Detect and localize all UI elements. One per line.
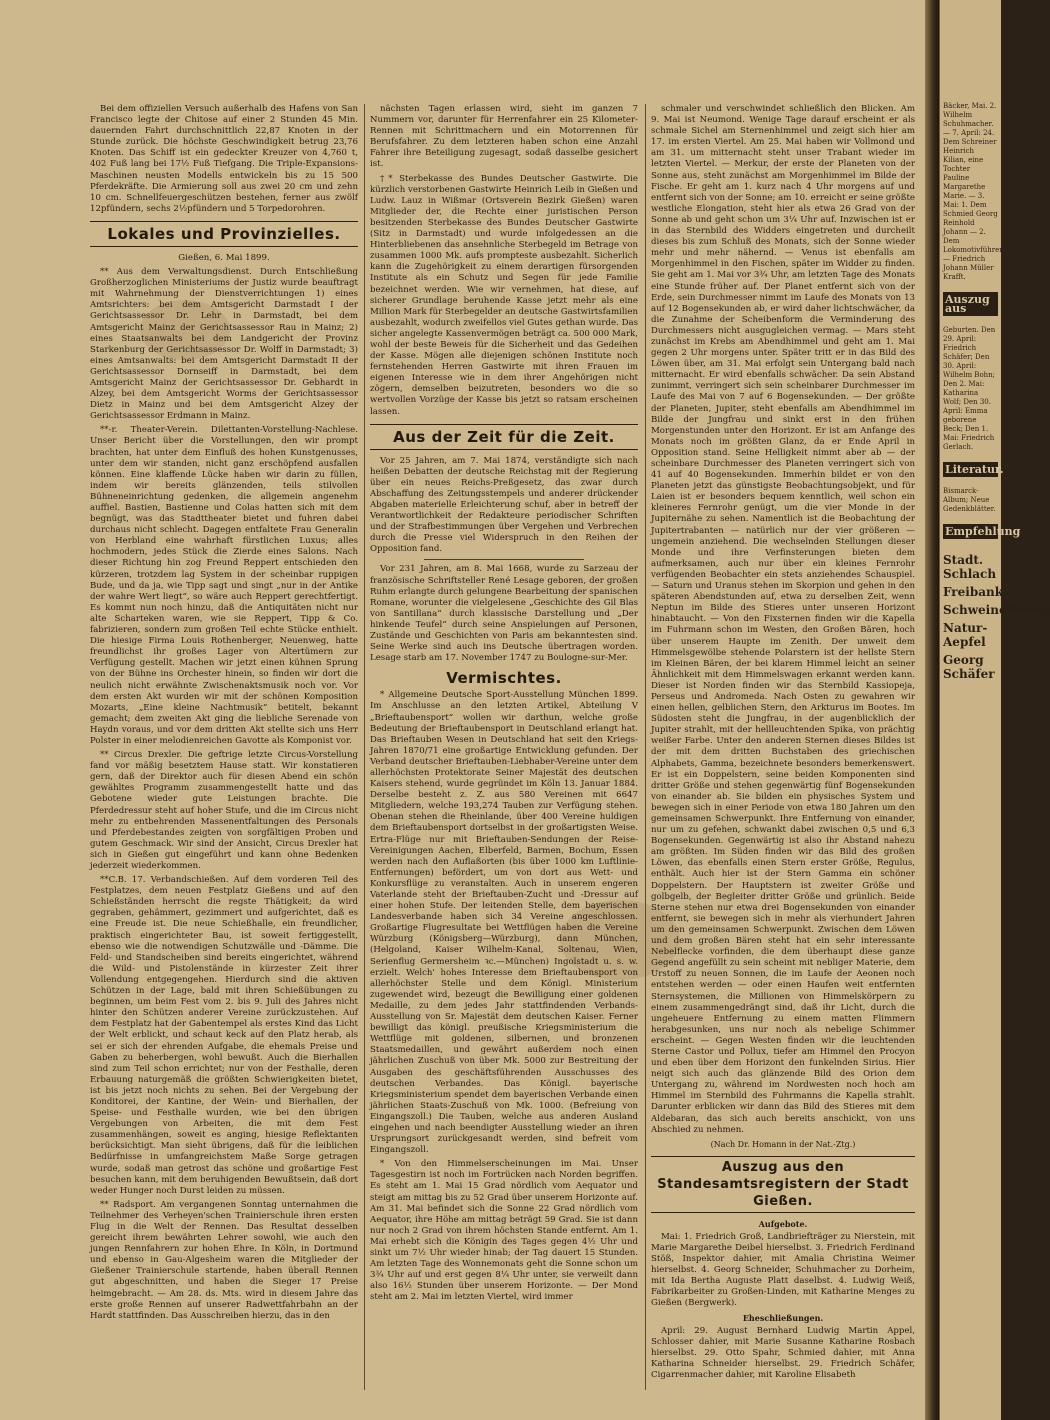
subheading-eheschliessungen: Eheschließungen.	[742, 1312, 824, 1323]
article-radsport-continued: nächsten Tagen erlassen wird, sieht im ganzen 7 Nummern vor, darunter für Herrenfahrer ein 25 Kilometer-Rennen mit Schrittmachern und ein Motorrennen für Berufsfahrer. Zu dem letzteren haben schon eine Anzahl Fahrer ihre Beteiligung zugesagt, sodaß dasselbe gesichert ist.	[370, 104, 638, 170]
adjacent-ad-text: Schweinefleisch	[943, 603, 1050, 617]
adjacent-heading: Empfehlung	[945, 525, 1021, 538]
source-note: (Nach Dr. Homann in der Nat.-Ztg.)	[710, 1139, 856, 1149]
article-vor-25-jahren: Vor 25 Jahren, am 7. Mai 1874, verständigte sich nach heißen Debatten der deutsche Reichstag mit der Regierung über ein neues Reichs-Preßgesetz, das zwar durch Abschaffung des Zeitungsstempels und anderer drückender Abgaben materielle Erleichterung schuf, aber in betreff der Verantwortlichkeit der Redakteure periodischer Schriften und der Strafbestimmungen über Vergehen und Verbrechen durch die Presse viel Widerspruch in den Reihen der Opposition fand.	[370, 455, 638, 555]
adjacent-text: Geburten. Den 29. April: Friedrich Schäfer; Den 30. April: Wilhelm Bohn; Den 2. Mai: Katharina Wolf; Den 30. April: Emma geborene Beck; Den 1. Mai: Friedrich Gerlach.	[943, 326, 996, 451]
adjacent-ad-text: Natur-Aepfel	[943, 621, 988, 649]
adjacent-ad-text: Stadt. Schlach	[943, 553, 997, 581]
article-intro: Bei dem offiziellen Versuch außerhalb des Hafens von San Francisco legte der Chitose auf einer 2 Stunden 45 Min. dauernden Fahrt durchschnittlich 22,87 Knoten in der Stunde zurück. Die höchste Geschwindigkeit betrug 23,76 Knoten. Das Schiff ist ein gedeckter Kreuzer von 4,760 t, 402 Fuß lang bei 17½ Fuß Tiefgang. Die Triple-Expansions-Maschinen neusten Modells entwickeln bis zu 15 500 Pferdekräfte. Die Armierung soll aus zwei 20 cm und zehn 10 cm. Schnellfeuergeschützen bestehen, ferner aus zwölf 12pfündern, sechs 2½pfündern und 5 Torpedorohren.	[90, 104, 358, 214]
column-3	[651, 104, 915, 1390]
article-himmelserscheinungen: * Von den Himmelserscheinungen im Mai. Unser Tagesgestirn ist noch im Fortrücken nach Norden begriffen. Es steht am 1. Mai 15 Grad nördlich vom Aequator und steigt am mittag bis zu 52 Grad über unserem Horizonte auf. Am 31. Mai befindet sich die Sonne 22 Grad nördlich vom Aequator, ihre Höhe am mittag beträgt 59 Grad. Sie ist dann nur noch 2 Grad von ihrem höchsten Stande entfernt. Am 1. Mai erhebt sich die Königin des Tages gegen 4½ Uhr und sinkt um 7½ Uhr wieder hinab; der Tag dauert 15 Stunden. Am letzten Tage des Wonnemonats geht die Sonne schon um 3¾ Uhr auf und erst gegen 8¼ Uhr unter, sie verweilt dann also 16½ Stunden über unserem Horizonte. — Der Mond steht am 2. Mai im letzten Viertel, wird immer	[370, 1159, 638, 1303]
divider	[424, 559, 585, 560]
subheading-aufgebote: Aufgebote.	[758, 1218, 808, 1229]
article-radsport: ** Radsport. Am vergangenen Sonntag unternahmen die Teilnehmer des Verheyen'schen Trainierschule ihren ersten Flug in die Welt der Rennen. Das Resultat desselben gereicht ihrem bewährten Lehrer sowohl, wie auch den jungen Rennfahrern zur hohen Ehre. In Köln, in Dortmund und ebenso in Gau-Algesheim waren die Mitglieder der Gießener Trainierschule startende, haben überall Rennen gut abgeschnitten, und haben die Sieger 17 Preise heimgebracht. — Am 28. ds. Mts. wird in diesem Jahre das erste große Rennen auf unserer Radwettfahrbahn an der Hardt stattfinden. Das Ausschreiben hierzu, das in den	[90, 1199, 358, 1321]
adjacent-ad-text: Georg Schäfer	[943, 653, 995, 681]
adjacent-heading: Literatur.	[945, 463, 1004, 476]
section-heading-zeit: Aus der Zeit für die Zeit.	[370, 424, 638, 450]
column-1	[90, 104, 358, 1390]
book-gutter	[925, 0, 939, 1420]
article-sterbekasse: †* Sterbekasse des Bundes Deutscher Gastwirte. Die kürzlich verstorbenen Gastwirte Heinrich Leib in Gießen und Ludw. Lauz in Wißmar (Ortsverein Bezirk Gießen) waren Mitglieder der, die Rechte einer juristischen Person besitzenden Sterbekasse des Bundes Deutscher Gastwirte (Sitz in Darmstadt) und wurde infolgedessen an die Hinterbliebenen das ansehnliche Sterbegeld im Betrage von zusammen 1000 Mk. aufs prompteste ausbezahlt. Sicherlich kann die Zugehörigkeit zu einem derartigen fürsorgenden Institute als ein Schutz und Segen für jede Familie bezeichnet werden. Wie wir vernehmen, hat diese, auf sicherer Grundlage beruhende Kasse jetzt mehr als eine Million Mark für Sterbegelder an deutsche Gastwirtsfamilien ausbezahlt, wodurch zweifellos viel Gutes gethan wurde. Das sicher angelegte Kassenvermögen beträgt ca. 500 000 Mark, wohl der beste Beweis für die Sicherheit und das Gedeihen der Kasse. Mögen alle diejenigen schönen Institute noch fernstehenden Herren Gastwirte mit ihren Frauen im eigenen Interesse wie in dem ihrer Angehörigen nicht zögern, demselben beizutreten, besonders wo die so wertvollen Vorzüge der Kasse bis jetzt so ratsam erscheinen lassen.	[370, 173, 638, 417]
article-verbandschiessen: **C.B. 17. Verbandschießen. Auf dem vorderen Teil des Festplatzes, dem neuen Festplatz Gießens und auf den Schießständen herrscht die regste Thätigkeit; da wird gegraben, gehämmert, gezimmert und aufgerichtet, daß es eine Freude ist. Die neue Schießhalle, ein freundlicher, praktisch eingerichteter Bau, ist soweit fertiggestellt, ebenso wie die notwendigen Schutzwälle und -Dämme. Die Feld- und Standscheiben sind bereits eingerichtet, während die Wild- und Pistolenstände in kürzester Zeit ihrer Vollendung entgegengehen. Hierdurch sind die aktiven Schützen in der Lage, bald mit ihren Schießübungen zu beginnen, um beim Fest vom 2. bis 9. Juli des Jahres nicht hinter den Schützen anderer Vereine zurückzustehen. Auf dem Festplatz hat der Gabentempel als erstes Kind das Licht der Welt erblickt, und schaut keck auf den Platz herab, als sei er sich der ehrenden Aufgabe, die ehemals Preise und Gaben zu beherbergen, wohl bewußt. Auch die Bierhallen sind zum Teil schon errichtet; nur von der Festhalle, deren Erbauung naturgemäß die größten Schwierigkeiten bietet, ist bis jetzt noch nichts zu sehen. Bei der Vergebung der Konditorei, der Kantine, der Wein- und Bierhallen, der Speise- und Festhalle wurden, wie bei den übrigen Vergebungen von Arbeiten, die mit dem Fest zusammenhängen, soweit es anging, hiesige Reflektanten berücksichtigt. Man sieht übrigens, daß für die leiblichen Bedürfnisse in umfangreichstem Maße Sorge getragen wurde, sodaß man getrost das schöne und großartige Fest besuchen kann, mit dem beruhigenden Bewußtsein, daß dort weder Hunger noch Durst leiden zu müssen.	[90, 875, 358, 1196]
section-heading-standesamt: Auszug aus den Standesamtsregistern der Stadt Gießen.	[651, 1156, 915, 1213]
adjacent-text: Bismarck-Album; Neue Gedenkblätter.	[943, 487, 996, 513]
list-eheschliessungen: April: 29. August Bernhard Ludwig Martin Appel, Schlosser dahier, mit Marie Susanne Katharine Rosbach hierselbst. 29. Otto Spahr, Schmied dahier, mit Anna Katharina Schneider hierselbst. 29. Friedrich Schäfer, Cigarrenmacher dahier, mit Karoline Elisabeth	[651, 1325, 915, 1381]
adjacent-text: Bäcker, Mai. 2. Wilhelm Schuhmacher. — 7. April: 24. Dem Schreiner Heinrich Kilian, eine Tochter Pauline Margarethe Marie. — 3. Mai: 1. Dem Schmied Georg Reinhold Johann — 2. Dem Lokomotivführer. — Friedrich Johann Müller Krafft.	[943, 102, 1005, 281]
adjacent-page-edge	[939, 0, 1050, 1420]
section-heading-lokales: Lokales und Provinzielles.	[90, 221, 358, 247]
list-aufgebote: Mai: 1. Friedrich Groß, Landbriefträger zu Nierstein, mit Marie Margarethe Deibel hierselbst. 3. Friedrich Ferdinand Stöß, Inspektor dahier, mit Amalia Christina Weimer hierselbst. 4. Georg Schneider, Schuhmacher zu Dorheim, mit Ida Bertha Auguste Platt daselbst. 4. Ludwig Weiß, Fabrikarbeiter zu Großen-Linden, mit Katharine Menges zu Gießen (Bergwerk).	[651, 1231, 915, 1309]
article-vor-231-jahren: Vor 231 Jahren, am 8. Mai 1668, wurde zu Sarzeau der französische Schriftsteller René Lesage geboren, der großen Ruhm erlangte durch gelungene Bearbeitung der spanischen Romane, worunter die vielgelesene „Geschichte des Gil Blas von Santillana“ durch klassische Darstellung und „Der hinkende Teufel“ durch seine Anspielungen auf Personen, Zustände und Geschichten von Paris am bekanntesten sind. Seine Werke sind auch ins Deutsche übertragen worden. Lesage starb am 17. November 1747 zu Boulogne-sur-Mer.	[370, 564, 638, 664]
article-circus: ** Circus Drexler. Die geftrige letzte Circus-Vorstellung fand vor mäßig besetztem Hause statt. Wir konstatieren gern, daß der Direktor auch für diesen Abend ein schön gewähltes Programm zusammengestellt hatte und das Gebotene wieder gute Leistungen brachte. Die Pferdedressur steht auf hoher Stufe, und die im Circus nicht mehr zu entbehrenden Massenentfaltungen des Personals und Pferdebestandes zeigten von sorgfältigen Proben und gutem Geschmack. Wir sind der Ansicht, Circus Drexler hat sich in Gießen gut eingeführt und kann ohne Bedenken jederzeit wiederkommen.	[90, 750, 358, 871]
column-rule	[364, 104, 365, 1390]
dateline: Gießen, 6. Mai 1899.	[178, 252, 270, 263]
column-rule	[645, 104, 646, 1390]
article-sport-ausstellung: * Allgemeine Deutsche Sport-Ausstellung München 1899. Im Anschlusse an den letzten Artikel, Abteilung V „Brieftaubensport“ wollen wir darthun, welche große Bedeutung der Brieftaubensport in Deutschland erlangt hat. Das Brieftauben Wesen in Deutschland hat seit den Kriegs-Jahren 1870/71 eine großartige Entwicklung gefunden. Der Verband deutscher Brieftauben-Liebhaber-Vereine unter dem allerhöchsten Protektorate Seiner Majestät des deutschen Kaisers stehend, wurde gegründet im Köln 13. Januar 1884. Derselbe besteht z. Z. aus 580 Vereinen mit 6647 Mitgliedern, welche 193,274 Tauben zur Verfügung stehen. Obenan stehen die Rheinlande, über 400 Vereine huldigen dem Brieftaubensport dortselbst in der großartigsten Weise. Ertra-Flüge nur mit Brieftauben-Sendungen der Reise-Vereinigungen Aachen, Elberfeld, Barmen, Bochum, Essen werden nach den Auflaßorten (bis über 1000 km Luftlinie-Entfernungen) befördert, um von dort aus Wett- und Konkursflüge zu veranstalten. Auch in unserem engeren Vaterlande steht der Brieftauben-Zucht und -Dressur auf einer hohen Stufe. Der leitenden Stelle, dem bayerischen Landesverbande haben sich 34 Vereine angeschlossen. Großartige Flugresultate bei Wettflügen haben die Vereine Würzburg (Königsberg—Würzburg), dann München, (Helgoland, Kaiser Wilhelm-Kanal, Soltenau, Wien, Serienflug Germersheim ꝛc.—München) Ingolstadt u. s. w. erzielt. Welch' hohes Interesse dem Brieftaubensport von allerhöchster Stelle und dem Königl. Ministerium zugewendet wird, bezeugt die Bewilligung einer goldenen Medaille, zu dem jedes Jahr stattfindenden Verbands-Ausstellung von Sr. Majestät dem deutschen Kaiser. Ferner bewilligt das königl. preußische Kriegsministerium die Wettflüge mit goldenen, silbernen, und bronzenen Staatsmedaillen, und gewährt außerdem noch einen jährlichen Zuschuß von über Mk. 5000 zur Bestreitung der Ausgaben des geschäftsführenden Ausschusses des deutschen Verbandes. Das Königl. bayerische Kriegsministerium spendet dem bayerischen Verbande einen jährlichen Staats-Zuschuß von Mk. 1000. (Befreiung von Eingangszoll.) Die Tauben, welche aus anderen Ausland eingehen und nach beendigter Ausstellung wieder an ihren Ursprungsort zurückgesandt werden, sind befreit vom Eingangszoll.	[370, 690, 638, 1156]
section-heading-vermischtes: Vermischtes.	[446, 669, 562, 688]
adjacent-heading: Auszug aus	[943, 292, 998, 316]
column-2	[370, 104, 638, 1390]
article-mond-planeten: schmaler und verschwindet schließlich den Blicken. Am 9. Mai ist Neumond. Wenige Tage darauf erscheint er als schmale Sichel am Sternenhimmel und zeigt sich hier am 17. im ersten Viertel. Am 25. Mai haben wir Vollmond und am 31. um mitternacht steht unser Trabant wieder im letzten Viertel. — Merkur, der erste der Planeten von der Sonne aus, steht zunächst am Morgenhimmel im Bilde der Fische. Er geht am 1. kurz nach 4 Uhr morgens auf und entfernt sich von der Sonne; am 10. erreicht er seine größte westliche Elongation, steht hier als etwa 26 Grad von der Sonne ab und geht schon um 3¼ Uhr auf. Inzwischen ist er in das Sternbild des Widders eingetreten und durcheilt dieses bis zum Schluß des Monats, sich der Sonne wieder mehr und mehr nähernd. — Venus ist ebenfalls am Morgenhimmel in den Fischen, später im Widder zu finden. Sie geht am 1. Mai vor 3¾ Uhr, am letzten Tage des Monats eine Stunde früher auf. Der Planet entfernt sich von der Erde, sein Durchmesser nimmt im Laufe des Monats von 13 auf 12 Bogensekunden ab, er wird daher lichtschwächer, da die Zunahme der Scheibenform die Verminderung des Durchmessers nicht ausgugleichen vermag. — Mars steht zunächst im Krebs am Abendhimmel und geht am 1. Mai gegen 2 Uhr morgens unter. Später tritt er in das Bild des Löwen über, am 31. Mai erfolgt sein Untergang bald nach mitternacht. Er wird ebenfalls schwächer. Da sein Abstand zunimmt, verringert sich sein scheinbarer Durchmesser im Laufe des Mai von 7 auf 6 Bogensekunden. — Der größte der Planeten, Jupiter, steht ebenfalls am Abendhimmel im Bilde der Jungfrau und sinkt erst in den frühen Morgenstunden unter den Horizont. Er ist am Anfange des Monats noch im größten Glanz, da er Ende April in Opposition stand. Seine Helligkeit nimmt aber ab — der scheinbare Durchmesser des Planeten verringert sich von 41 auf 40 Bogensekunden. Immerhin bildet er von den Planeten jetzt das günstigste Beobachtungsobjekt, und für Laien ist er besonders bequem kenntlich, weil schon ein kleineres Fernrohr genügt, um die vier Monde in der Jupiternähe zu sehen. Namentlich ist die Beobachtung der Jupitertrabanten — natürlich nur der vier größeren — ungemein anziehend. Die wechselnden Stellungen dieser Monde und ihre Verfinsterungen bieten dem aufmerksamen, auch nur über ein kleines Fernrohr verfügenden Beobachter ein stets anziehendes Schauspiel. — Saturn und Uranus stehen im Skorpion und gehen in den späteren Abendstunden auf, etwa zu derselben Zeit, wenn Neptun im Bilde des Stieres unter unseren Horizont hinabtaucht. — Von den Fixsternen finden wir die Kapella im Fuhrmann schon im Westen, den Großen Bären, hoch über unserem Haupte im Zenith. Der unweit dem Himmelsgewölbe stehende Polarstern ist der hellste Stern im Kleinen Bären, der bei klarem Himmel leicht an seiner Ähnlichkeit mit dem Himmelswagen erkannt werden kann. Dieser ist Norden finden wir das Sternbild Kassiopeja, Perseus und Andromeda. Nach Osten zu gewahren wir einen hellen, gelblichen Stern, den Arkturus im Bootes. Im Südosten steht die Jungfrau, in der augenblicklich der Jupiter strahlt, mit der hellleuchtenden Spika, von prächtig weißer Farbe. Unter den anderen Sternen dieses Bildes ist der mit dem dritten Buchstaben des griechischen Alphabets, Gamma, bezeichnete besonders bemerkenswert. Er ist ein Doppelstern, seine beiden Komponenten sind dritter Größe und stehen gegenwärtig fünf Bogensekunden von einander ab. Sie bilden ein physisches System und bewegen sich in einer Periode von etwa 180 Jahren um den gemeinsamen Schwerpunkt. Ihre Entfernung von einander, nur um zu gefehen, schwankt dabei zwischen 0,5 und 6,3 Bogensekunden. Gegenwärtig ist also ihr Abstand nahezu am größten. Im Süden finden wir das Bild des großen Löwen, das ebenfalls einen Stern erster Größe, Regulus, enthält. Auch hier ist der Stern Gamma ein schöner Doppelstern. Der Hauptstern ist zweiter Größe und golbgelb, der Begleiter dritter Größe und grünlich. Beide Sterne stehen nur etwa drei Bogensekunden von einander entfernt, sie bewegen sich in mehr als vierhundert Jahren um den gemeinsamen Schwerpunkt. Zwischen dem Löwen und dem großen Bären steht hat ein sehr interessante Nebelflecke vorfinden, die dem überhaupt diese ganze Gegend angefüllt zu sein scheint mit nebliger Materie, dem Urstoff zu neuen Sonnen, die im Laufe der Aeonen noch entstehen werden — oder einen Haufen weit entfernten Sternsystemen, die Millionen von Himmelskörpern zu einem zusammengedrängt sind, daß ihr Licht, durch die ungeheuere Entfernung zu einem matten Flimmern herabgesunken, uns nur noch als nebelige Schimmer erscheint. — Gegen Westen finden wir die leuchtenden Sterne Castor und Pollux, tiefer am Himmel den Procyon und eben über dem Horizont den funkelnden Sirius. Hier neigt sich auch das glänzende Bild des Orion dem Untergang zu, während im Nordwesten noch hoch am Himmel im Sternbild des Fuhrmanns die Kapella strahlt. Darunter erblicken wir dann das Bild des Stieres mit dem Aldebaran, das sich auch bereits anschickt, von uns Abschied zu nehmen.	[651, 104, 915, 1135]
article-verwaltungsdienst: ** Aus dem Verwaltungsdienst. Durch Entschließung Großherzoglichen Ministeriums der Justiz wurde beauftragt mit Wahrnehmung der Dienstverrichtungen 1) eines Amtsrichters: bei dem Amtsgericht Darmstadt I der Gerichtsassessor Dr. Lehr in Darmstadt, bei dem Amtsgericht Mainz der Gerichtsassessor Rau in Mainz; 2) eines Staatsanwalts bei dem Landgericht der Provinz Starkenburg der Gerichtsassessor Dr. Wolff in Darmstadt; 3) eines Amtsanwalts: bei dem Amtsgericht Darmstadt II der Gerichtsassessor Dornseiff in Darmstadt, bei dem Amtsgericht Mainz der Gerichtsassessor Dr. Gebhardt in Alzey, bei dem Amtsgericht Worms der Gerichtsassessor Dietz in Mainz und bei dem Amtsgericht Alzey der Gerichtsassessor Erdmann in Mainz.	[90, 267, 358, 422]
adjacent-ad-text: Freibank	[943, 585, 1004, 599]
article-theater-verein: **-r. Theater-Verein. Dilettanten-Vorstellung-Nachlese. Unser Bericht über die Vorstellungen, den wir prompt brachten, hat unter dem Einfluß des hohen Kunstgenusses, unter dem wir standen, nicht ganz erschöpfend ausfallen können. Eine klaffende Lücke haben wir darin zu füllen, indem wir bereits glänzenden, teils stilvollen Bühneneinrichtung gedenken, die allgemein angenehm auffiel. Bastien, Bastienne und Colas hatten sich mit dem begnügt, was das Stadttheater bietet und fuhren dabei durchaus nicht schlecht. Dagegen entfaltete Frau Generalin von Herbland eine wahrhaft fürstlichen Luxus; alles hochmodern, jedes Stück die Zierde eines Salons. Nach dieser Richtung hin zog Freund Reppert entschieden den kürzeren, trotzdem lag System in der scheinbar ruppigen Bude, und da ja, wie Tipp sagt und singt „nur in der Antike der wahre Wert liegt“, so wäre auch Reppert gerechtfertigt. Es kommt nun noch hinzu, daß die Antiquitäten nicht nur alte Scharteken waren, wie sie Reppert, Tipp & Co. fabrizieren, sondern zum großen Teil echte Stücke enthielt. Die hiesige Firma Louis Rothenberger, Neuenweg, hatte freundlichst ihr großes Lager von Altertümern zur Verfügung gestellt. Machen wir jetzt einen kühnen Sprung von der Bühne ins Orchester hinein, so finden wir dort die neulich nicht erwähnte Zwischenaktsmusik noch vor. Vor dem ersten Akt wurden wir mit der schönen Komposition Mozarts, „Eine kleine Nachtmusik“ betitelt, bekannt gemacht; dem zweiten Akt ging die liebliche Serenade von Haydn voraus, und vor dem dritten Akt stellte sich uns Herr Polster in einer melodienreichen Gavotte als Komponist vor.	[90, 425, 358, 746]
